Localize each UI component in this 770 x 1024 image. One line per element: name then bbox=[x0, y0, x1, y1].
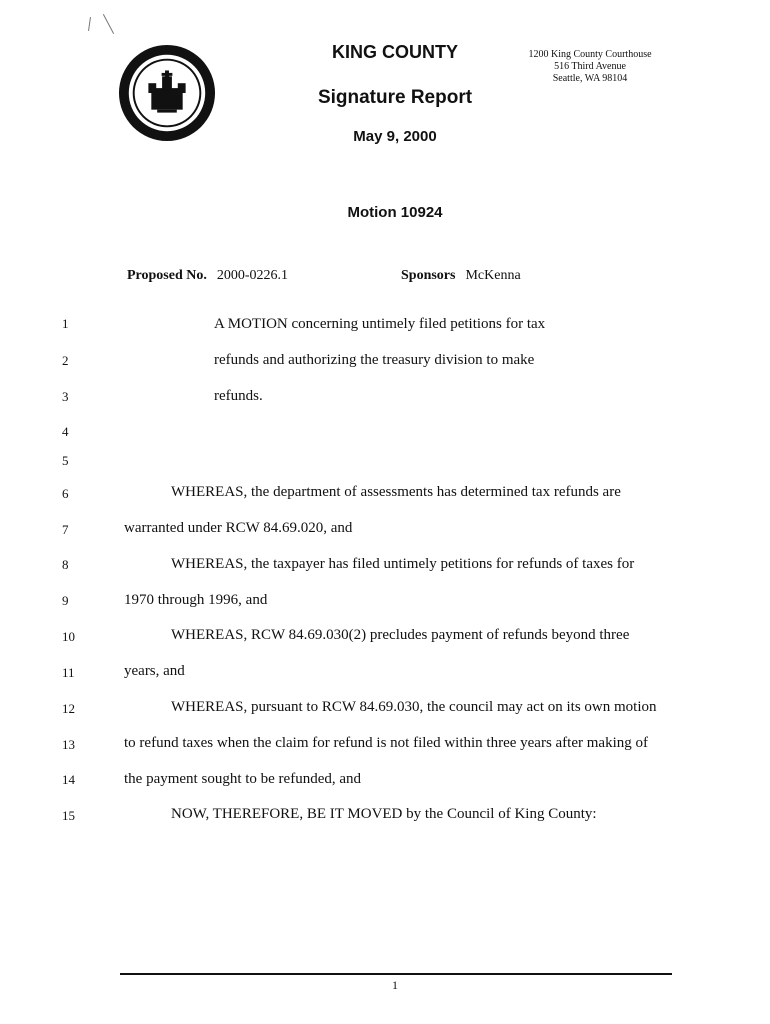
address-line: Seattle, WA 98104 bbox=[552, 73, 628, 84]
whereas-clause-line: to refund taxes when the claim for refund is not filed within three years after making of bbox=[124, 735, 648, 751]
whereas-clause-line: warranted under RCW 84.69.020, and bbox=[124, 520, 353, 536]
proposed-value: 2000-0226.1 bbox=[216, 268, 289, 283]
proposed-label: Proposed No. bbox=[127, 268, 207, 283]
whereas-clause-line: WHEREAS, RCW 84.69.030(2) precludes payment of refunds beyond three bbox=[171, 627, 630, 643]
scan-mark bbox=[88, 17, 91, 31]
address-block bbox=[520, 49, 660, 85]
whereas-clause-line: the payment sought to be refunded, and bbox=[124, 771, 362, 787]
report-date: May 9, 2000 bbox=[353, 128, 437, 145]
motion-title-line: refunds. bbox=[214, 388, 263, 404]
scan-mark bbox=[103, 14, 114, 34]
line-number: 11 bbox=[62, 665, 75, 680]
line-number: 1 bbox=[62, 316, 69, 331]
line-number: 12 bbox=[62, 701, 75, 716]
page-number: 1 bbox=[392, 978, 398, 992]
motion-title-line: refunds and authorizing the treasury division to make bbox=[214, 352, 535, 368]
sponsors bbox=[401, 268, 521, 284]
report-title: Signature Report bbox=[317, 87, 473, 108]
line-number: 10 bbox=[62, 629, 75, 644]
sponsors-label: Sponsors bbox=[401, 268, 456, 283]
line-number: 6 bbox=[62, 486, 69, 501]
whereas-clause-line: years, and bbox=[124, 663, 185, 679]
line-number: 7 bbox=[62, 522, 69, 537]
county-heading: KING COUNTY bbox=[332, 42, 458, 62]
line-number: 8 bbox=[62, 557, 69, 572]
proposed-number bbox=[127, 268, 288, 284]
line-number: 15 bbox=[62, 808, 75, 823]
sponsors-value: McKenna bbox=[465, 268, 521, 283]
line-number: 5 bbox=[62, 453, 69, 468]
address-line: 1200 King County Courthouse bbox=[528, 49, 652, 60]
king-county-seal-icon bbox=[118, 44, 216, 142]
address-line: 516 Third Avenue bbox=[554, 61, 626, 72]
resolution-line: NOW, THEREFORE, BE IT MOVED by the Council of King County: bbox=[171, 806, 597, 822]
line-number: 3 bbox=[62, 389, 69, 404]
whereas-clause-line: WHEREAS, pursuant to RCW 84.69.030, the council may act on its own motion bbox=[171, 699, 657, 715]
line-number: 4 bbox=[62, 424, 69, 439]
line-number: 13 bbox=[62, 737, 75, 752]
line-number: 9 bbox=[62, 593, 69, 608]
whereas-clause-line: 1970 through 1996, and bbox=[124, 592, 268, 608]
motion-title-line: A MOTION concerning untimely filed petitions for tax bbox=[214, 316, 546, 332]
line-number: 2 bbox=[62, 353, 69, 368]
motion-number: Motion 10924 bbox=[347, 204, 443, 221]
footer-rule bbox=[120, 973, 672, 975]
line-number: 14 bbox=[62, 772, 75, 787]
whereas-clause-line: WHEREAS, the department of assessments has determined tax refunds are bbox=[171, 484, 621, 500]
whereas-clause-line: WHEREAS, the taxpayer has filed untimely petitions for refunds of taxes for bbox=[171, 556, 635, 572]
